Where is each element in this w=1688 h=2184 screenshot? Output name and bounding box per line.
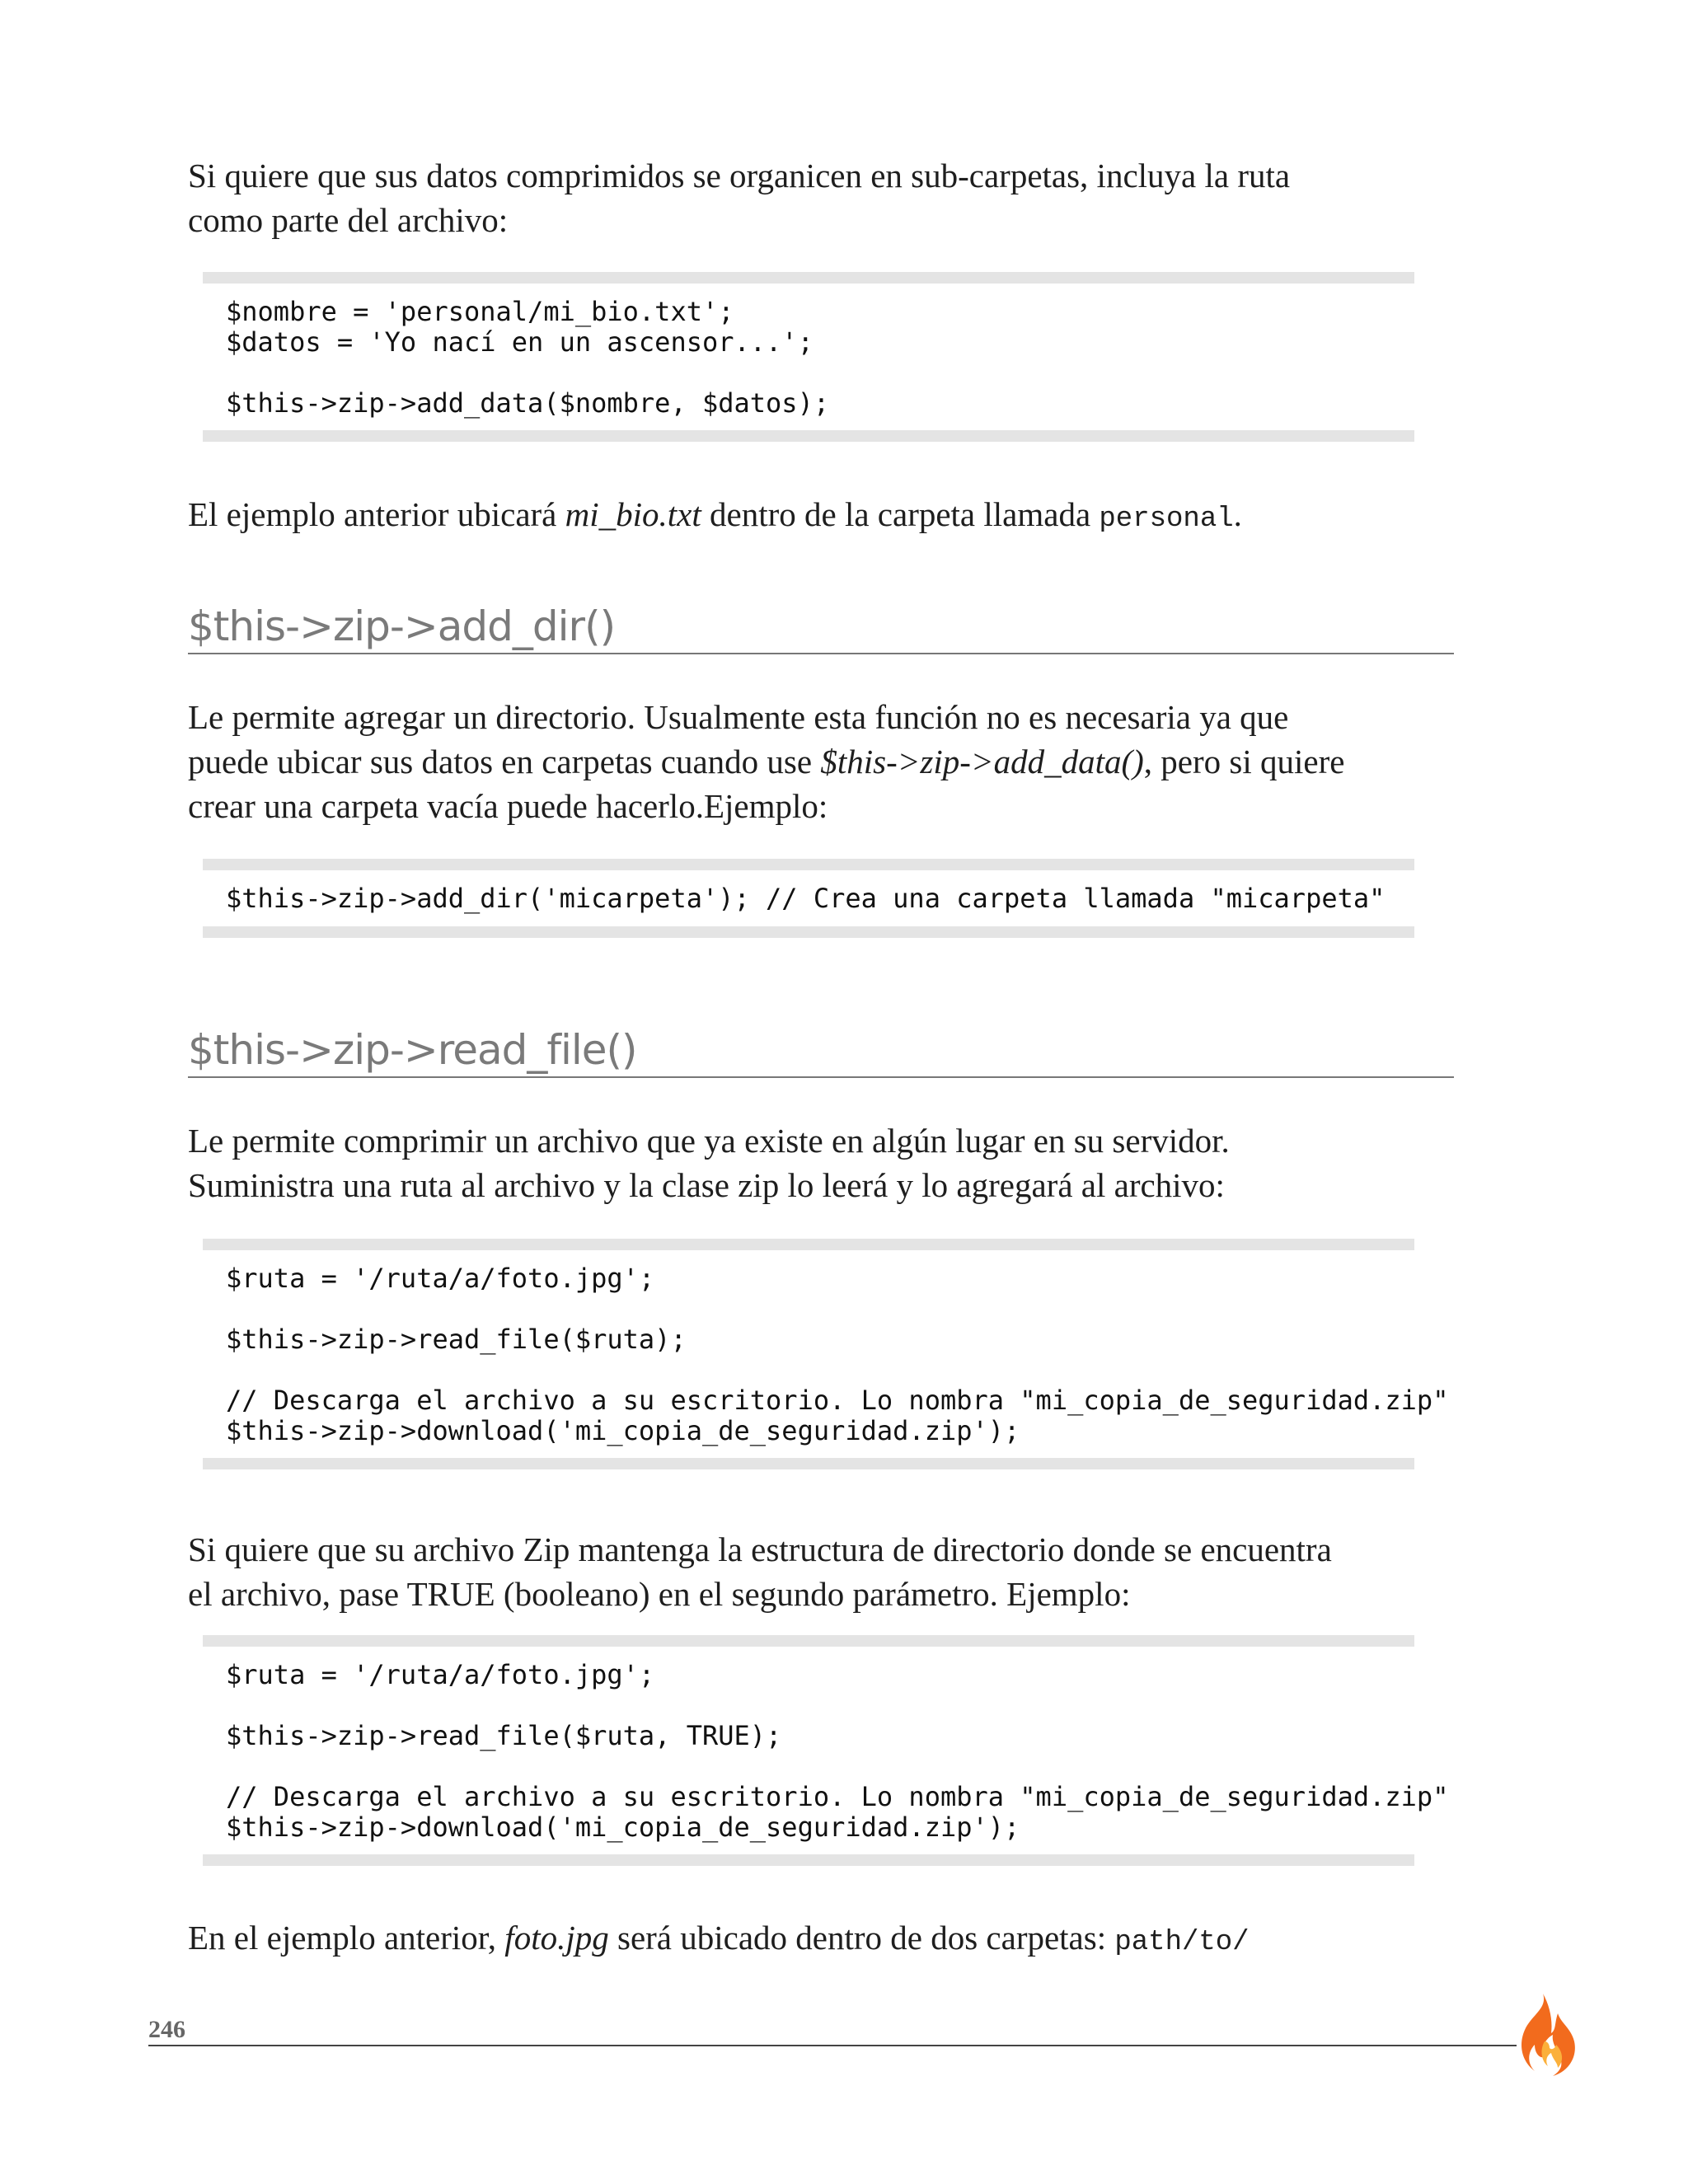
- bio-text-before: El ejemplo anterior ubicará: [188, 495, 565, 533]
- flame-logo-icon: [1507, 1990, 1579, 2079]
- read-file-line-2: Suministra una ruta al archivo y la clase zip lo leerá y lo agregará al archivo:: [188, 1166, 1225, 1204]
- page-number: 246: [148, 2016, 185, 2043]
- path-code: path/to/: [1114, 1927, 1250, 1958]
- code-block-read-file-true: [203, 1635, 1449, 1866]
- code-add-dir-text: $this->zip->add_dir('micarpeta'); // Crea una carpeta llamada "micarpeta": [226, 883, 1386, 914]
- flame-outer: [1522, 1994, 1575, 2076]
- add-dir-paragraph: [188, 695, 1474, 828]
- read-file-line-1: Le permite comprimir un archivo que ya existe en algún lugar en su servidor.: [188, 1122, 1230, 1160]
- code-read-file-text: $ruta = '/ruta/a/foto.jpg'; $this->zip->read_file($ruta); // Descarga el archivo a su escritorio. Lo nombra "mi_copia_de_seguridad.zip" $this->zip->download('mi_copia_de_seguridad.zip');: [226, 1263, 1449, 1446]
- heading-read-file: $this->zip->read_file(): [188, 1025, 1454, 1078]
- bio-filename: mi_bio.txt: [565, 495, 701, 533]
- foto-text-before: En el ejemplo anterior,: [188, 1919, 505, 1957]
- code-read-file-true-text: $ruta = '/ruta/a/foto.jpg'; $this->zip->read_file($ruta, TRUE); // Descarga el archivo a su escritorio. Lo nombra "mi_copia_de_seguridad.zip" $this->zip->download('mi_copia_de_seguridad.zip');: [226, 1659, 1449, 1843]
- add-data-function-ref: $this->zip->add_data(): [820, 743, 1144, 780]
- bio-text-middle: dentro de la carpeta llamada: [701, 495, 1100, 533]
- add-dir-line-3: crear una carpeta vacía puede hacerlo.Ejemplo:: [188, 787, 828, 825]
- heading-add-dir: $this->zip->add_dir(): [188, 602, 1454, 654]
- add-dir-line-2b: , pero si quiere: [1143, 743, 1345, 780]
- zip-structure-paragraph: [188, 1527, 1474, 1616]
- zip-structure-line-2: el archivo, pase TRUE (booleano) en el segundo parámetro. Ejemplo:: [188, 1575, 1131, 1613]
- bio-text-after: .: [1233, 495, 1242, 533]
- foto-location-paragraph: [188, 1915, 1474, 1965]
- read-file-paragraph: [188, 1118, 1474, 1207]
- add-dir-line-2a: puede ubicar sus datos en carpetas cuando use: [188, 743, 821, 780]
- code-block-read-file: [203, 1239, 1449, 1469]
- add-dir-line-1: Le permite agregar un directorio. Usualmente esta función no es necesaria ya que: [188, 698, 1289, 736]
- foto-filename: foto.jpg: [504, 1919, 609, 1957]
- code-block-add-dir: [203, 859, 1414, 938]
- footer-rule: [148, 2045, 1517, 2046]
- intro-paragraph: [188, 153, 1474, 242]
- folder-name-code: personal: [1099, 504, 1234, 535]
- code-block-add-data: [203, 272, 1414, 442]
- intro-line-2: como parte del archivo:: [188, 201, 509, 239]
- zip-structure-line-1: Si quiere que su archivo Zip mantenga la estructura de directorio donde se encuentra: [188, 1530, 1332, 1568]
- bio-location-paragraph: [188, 492, 1474, 541]
- code-add-data-text: $nombre = 'personal/mi_bio.txt'; $datos = 'Yo nací en un ascensor...'; $this->zip->add_data($nombre, $datos);: [226, 296, 830, 419]
- intro-line-1: Si quiere que sus datos comprimidos se organicen en sub-carpetas, incluya la ruta: [188, 157, 1291, 194]
- foto-text-middle: será ubicado dentro de dos carpetas:: [608, 1919, 1115, 1957]
